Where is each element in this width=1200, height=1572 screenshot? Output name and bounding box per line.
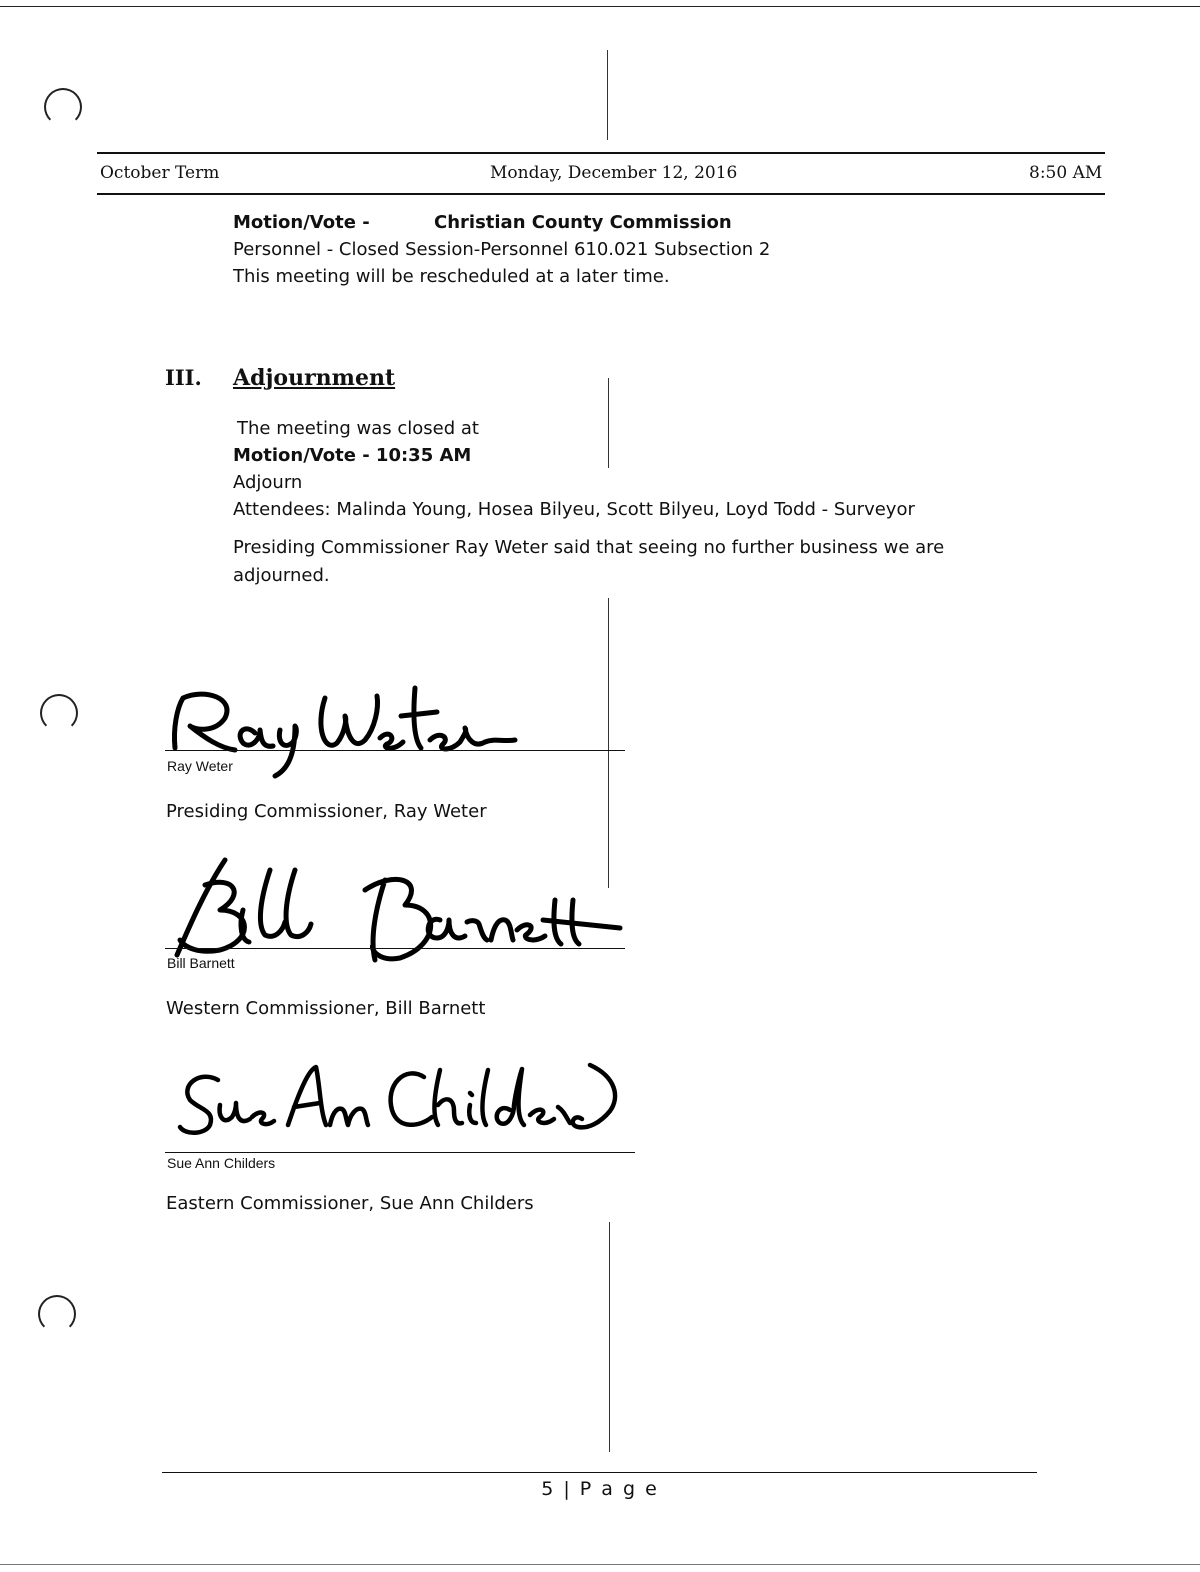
header-bottom-rule	[97, 193, 1105, 195]
punch-hole-icon	[40, 694, 78, 732]
bottom-scan-rule	[0, 1564, 1200, 1565]
printed-name-sue-ann-childers: Sue Ann Childers	[167, 1155, 276, 1171]
motion-label: Motion/Vote -	[233, 212, 370, 233]
section-number: III.	[165, 365, 202, 390]
statement-line-2: adjourned.	[233, 565, 330, 586]
signature-line	[165, 948, 625, 949]
punch-hole-icon	[38, 1295, 76, 1333]
signature-line	[165, 1152, 635, 1153]
motion-body: Christian County Commission	[434, 212, 732, 233]
top-scan-rule	[0, 6, 1200, 7]
statement-line-1: Presiding Commissioner Ray Weter said that seeing no further business we are	[233, 537, 945, 558]
closed-line: The meeting was closed at	[237, 418, 479, 439]
personnel-line: Personnel - Closed Session-Personnel 610.021 Subsection 2	[233, 239, 771, 260]
header-date: Monday, December 12, 2016	[490, 163, 738, 183]
section-title: Adjournment	[233, 365, 396, 391]
page-number: 5	[541, 1478, 556, 1500]
header-top-rule	[97, 152, 1105, 154]
reschedule-line: This meeting will be rescheduled at a later time.	[233, 266, 670, 287]
fold-line	[609, 1222, 610, 1452]
printed-name-bill-barnett: Bill Barnett	[167, 955, 235, 971]
header-term: October Term	[100, 163, 220, 183]
punch-hole-icon	[44, 88, 82, 126]
attendees-line: Attendees: Malinda Young, Hosea Bilyeu, Scott Bilyeu, Loyd Todd - Surveyor	[233, 499, 915, 520]
fold-line	[607, 50, 608, 140]
role-presiding-commissioner: Presiding Commissioner, Ray Weter	[166, 801, 487, 822]
adjourn-label: Adjourn	[233, 472, 303, 493]
page-label: | P a g e	[563, 1478, 659, 1500]
footer-rule	[162, 1472, 1037, 1473]
adjourn-motion-line: Motion/Vote - 10:35 AM	[233, 445, 472, 466]
fold-line	[608, 598, 609, 888]
page-footer	[0, 1478, 1200, 1500]
printed-name-ray-weter: Ray Weter	[167, 758, 233, 774]
role-western-commissioner: Western Commissioner, Bill Barnett	[166, 998, 486, 1019]
header-time: 8:50 AM	[1029, 163, 1103, 183]
signature-sue-ann-childers	[170, 1055, 630, 1145]
role-eastern-commissioner: Eastern Commissioner, Sue Ann Childers	[166, 1193, 534, 1214]
signature-line	[165, 750, 625, 751]
fold-line	[608, 378, 609, 468]
